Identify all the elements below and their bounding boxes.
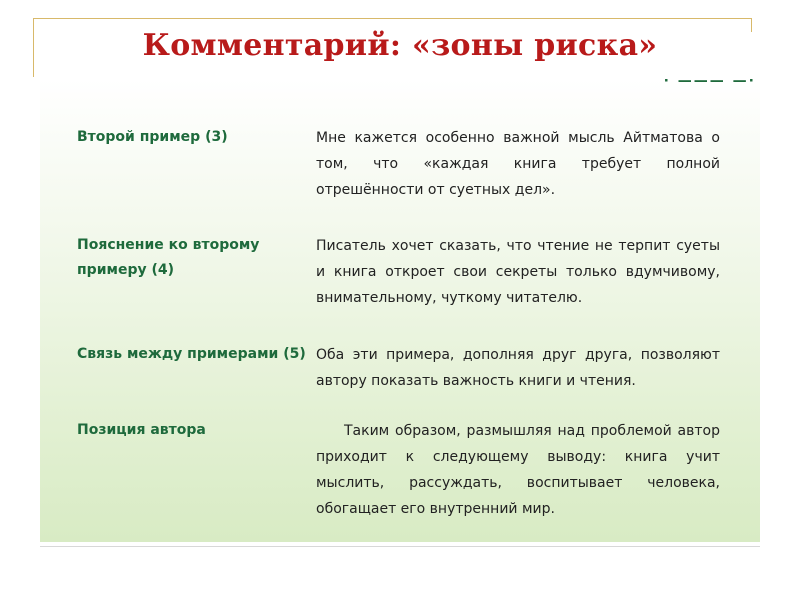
row-text: Мне кажется особенно важной мысль Айтматова о том, что «каждая книга требует полной отрешённости от суетных дел». [316,130,720,198]
panel-top-fragment: · ——— —· [663,79,756,89]
row-text: Таким образом, размышляя над проблемой автор приходит к следующему выводу: книга учит мыслить, рассуждать, воспитывает человека, обогащает его внутренний мир. [316,423,720,517]
panel-bottom-border [40,542,760,547]
row-label: Второй пример (3) [77,129,228,145]
row-label: Пояснение ко второму примеру (4) [77,237,260,278]
slide-title: Комментарий: «зоны риска» [142,28,658,63]
row-label: Позиция автора [77,422,206,438]
row-text: Оба эти примера, дополняя друг друга, позволяют автору показать важность книги и чтения. [316,347,720,389]
row-label: Связь между примерами (5) [77,346,306,362]
content-panel [40,79,760,542]
row-text: Писатель хочет сказать, что чтение не терпит суеты и книга откроет свои секреты только вдумчивому, внимательному, чуткому читателю. [316,238,720,306]
